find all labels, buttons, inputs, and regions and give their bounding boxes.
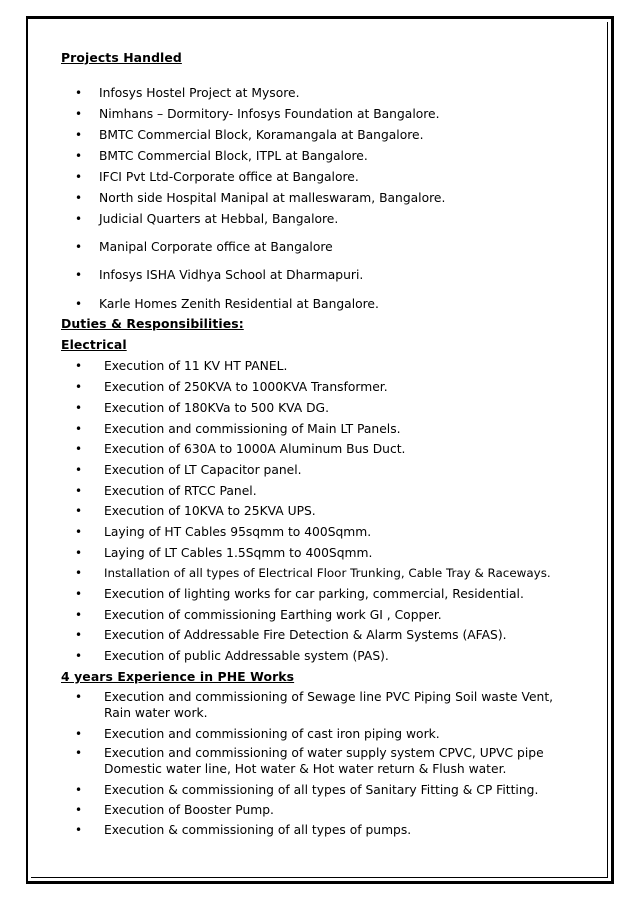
bullet-icon: • (75, 649, 83, 663)
bullet-icon: • (75, 442, 83, 456)
bullet-icon: • (75, 359, 83, 373)
projects-heading: Projects Handled (61, 50, 182, 65)
bullet-icon: • (75, 803, 83, 817)
bullet-icon: • (75, 504, 83, 518)
bullet-icon: • (75, 401, 83, 415)
bullet-icon: • (75, 484, 83, 498)
bullet-icon: • (75, 128, 83, 142)
bullet-icon: • (75, 463, 83, 477)
bullet-icon: • (75, 566, 83, 580)
bullet-icon: • (75, 727, 83, 741)
bullet-icon: • (75, 297, 83, 311)
electrical-subheading: Electrical (61, 337, 127, 352)
bullet-icon: • (75, 746, 83, 760)
bullet-icon: • (75, 525, 83, 539)
bullet-icon: • (75, 422, 83, 436)
bullet-icon: • (75, 587, 83, 601)
bullet-icon: • (75, 170, 83, 184)
bullet-icon: • (75, 608, 83, 622)
bullet-icon: • (75, 823, 83, 837)
bullet-icon: • (75, 546, 83, 560)
bullet-icon: • (75, 628, 83, 642)
bullet-icon: • (75, 191, 83, 205)
bullet-icon: • (75, 240, 83, 254)
duties-heading: Duties & Responsibilities: (61, 316, 244, 331)
bullet-icon: • (75, 690, 83, 704)
phe-heading: 4 years Experience in PHE Works (61, 669, 295, 684)
bullet-icon: • (75, 149, 83, 163)
bullet-icon: • (75, 107, 83, 121)
bullet-icon: • (75, 86, 83, 100)
bullet-icon: • (75, 783, 83, 797)
bullet-icon: • (75, 212, 83, 226)
bullet-icon: • (75, 268, 83, 282)
bullet-icon: • (75, 380, 83, 394)
